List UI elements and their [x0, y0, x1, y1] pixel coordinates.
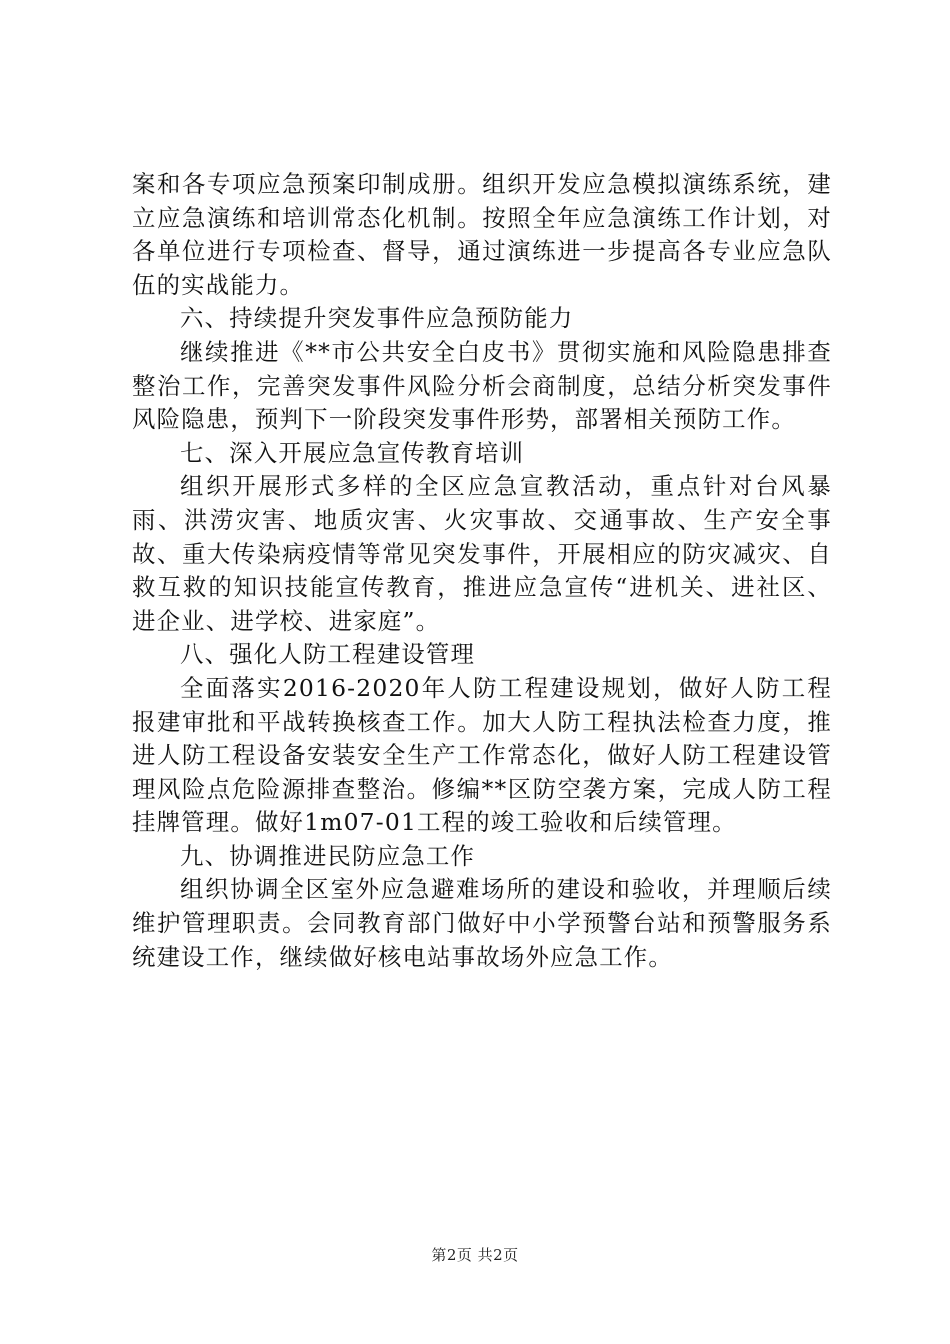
section-heading-6: 六、持续提升突发事件应急预防能力 [180, 304, 574, 333]
page-total: 共2页 [477, 1246, 519, 1264]
section-heading-7: 七、深入开展应急宣传教育培训 [180, 438, 525, 467]
page-number: 第2页 [431, 1246, 473, 1264]
page-footer [0, 1244, 950, 1265]
paragraph-section-6: 继续推进《**市公共安全白皮书》贯彻实施和风险隐患排查整治工作，完善突发事件风险分析会商制度，总结分析突发事件风险隐患，预判下一阶段突发事件形势，部署相关预防工作。 [132, 337, 832, 434]
document-body [132, 168, 832, 974]
paragraph-section-8: 全面落实2016-2020年人防工程建设规划，做好人防工程报建审批和平战转换核查工作。加大人防工程执法检查力度，推进人防工程设备安装安全生产工作常态化，做好人防工程建设管理风险点危险源排查整治。修编**区防空袭方案，完成人防工程挂牌管理。做好1m07-01工程的竣工验收和后续管理。 [132, 673, 832, 837]
paragraph-continuation: 案和各专项应急预案印制成册。组织开发应急模拟演练系统，建立应急演练和培训常态化机制。按照全年应急演练工作计划，对各单位进行专项检查、督导，通过演练进一步提高各专业应急队伍的实战能力。 [132, 170, 832, 299]
paragraph-section-7: 组织开展形式多样的全区应急宣教活动，重点针对台风暴雨、洪涝灾害、地质灾害、火灾事故、交通事故、生产安全事故、重大传染病疫情等常见突发事件，开展相应的防灾减灾、自救互救的知识技能宣传教育，推进应急宣传“进机关、进社区、进企业、进学校、进家庭”。 [132, 472, 832, 635]
section-heading-9: 九、协调推进民防应急工作 [180, 841, 476, 870]
paragraph-section-9: 组织协调全区室外应急避难场所的建设和验收，并理顺后续维护管理职责。会同教育部门做好中小学预警台站和预警服务系统建设工作，继续做好核电站事故场外应急工作。 [132, 875, 832, 971]
section-heading-8: 八、强化人防工程建设管理 [180, 640, 476, 669]
